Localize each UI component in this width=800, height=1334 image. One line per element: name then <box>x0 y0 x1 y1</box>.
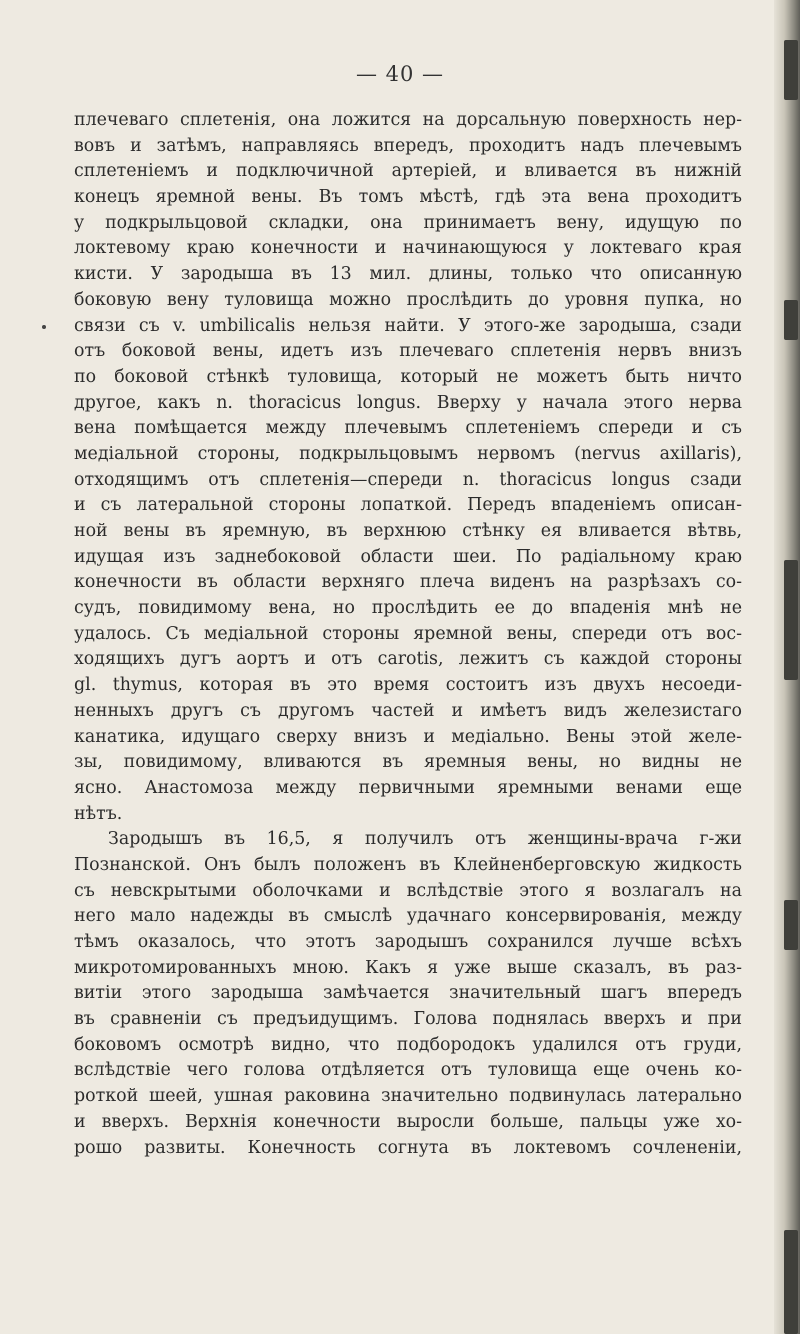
text-line: сплетеніемъ и подключичной артеріей, и вливается въ нижній <box>74 161 742 182</box>
edge-stain <box>784 560 798 680</box>
edge-stain <box>784 900 798 950</box>
body-text <box>74 108 742 1161</box>
text-line: рошо развиты. Конечность согнута въ локтевомъ сочлененіи, <box>74 1137 742 1158</box>
text-line: отходящимъ отъ сплетенія—спереди n. thoracicus longus сзади <box>74 469 742 490</box>
text-line: вена помѣщается между плечевымъ сплетеніемъ спереди и съ <box>74 418 742 439</box>
text-line: и вверхъ. Верхнія конечности выросли больше, пальцы уже хо- <box>74 1111 742 1132</box>
text-line: у подкрыльцовой складки, она принимаетъ вену, идущую по <box>74 212 742 233</box>
text-line: канатика, идущаго сверху внизъ и медіально. Вены этой желе- <box>74 726 742 747</box>
text-line: микротомированныхъ мною. Какъ я уже выше сказалъ, въ раз- <box>74 957 742 978</box>
text-line: по боковой стѣнкѣ туловища, который не можетъ быть ничто <box>74 366 742 387</box>
paragraph-end-line: нѣтъ. <box>74 803 123 824</box>
paragraph-start-line: Зародышъ въ 16,5, я получилъ отъ женщины-врача г-жи <box>108 829 742 850</box>
text-line: вслѣдствіе чего голова отдѣляется отъ туловища еще очень ко- <box>74 1060 742 1081</box>
text-line: ной вены въ яремную, въ верхнюю стѣнку ея вливается вѣтвь, <box>74 521 742 541</box>
text-line: съ невскрытыми оболочками и вслѣдствіе этого я возлагалъ на <box>74 880 742 901</box>
text-line: витіи этого зародыша замѣчается значительный шагъ впередъ <box>74 983 742 1004</box>
text-line: gl. thymus, которая въ это время состоитъ изъ двухъ несоеди- <box>74 675 742 696</box>
text-line: судъ, повидимому вена, но прослѣдить ее до впаденія мнѣ не <box>74 598 742 619</box>
text-line: тѣмъ оказалось, что этотъ зародышъ сохранился лучше всѣхъ <box>74 932 742 952</box>
text-line: плечеваго сплетенія, она ложится на дорсальную поверхность нер- <box>74 110 742 130</box>
text-line: ходящихъ дугъ аортъ и отъ carotis, лежитъ съ каждой стороны <box>74 649 742 670</box>
text-line: и съ латеральной стороны лопаткой. Передъ впаденіемъ описан- <box>74 495 742 516</box>
text-line: ненныхъ другъ съ другомъ частей и имѣетъ видъ железистаго <box>74 700 742 721</box>
text-line: него мало надежды въ смыслѣ удачнаго консервированія, между <box>74 906 742 927</box>
text-line: медіальной стороны, подкрыльцовымъ нервомъ (nervus axillaris), <box>74 443 742 464</box>
text-line: конецъ яремной вены. Въ томъ мѣстѣ, гдѣ эта вена проходитъ <box>74 187 742 208</box>
text-line: боковую вену туловища можно прослѣдить до уровня пупка, но <box>74 289 742 310</box>
text-line: кисти. У зародыша въ 13 мил. длины, только что описанную <box>74 264 742 285</box>
text-line: роткой шеей, ушная раковина значительно подвинулась латерально <box>74 1086 742 1107</box>
text-line: конечности въ области верхняго плеча виденъ на разрѣзахъ со- <box>74 572 742 593</box>
text-line: идущая изъ заднебоковой области шеи. По радіальному краю <box>74 546 742 567</box>
text-line: отъ боковой вены, идетъ изъ плечеваго сплетенія нервъ внизъ <box>74 341 742 362</box>
page-edge-shadow <box>774 0 800 1334</box>
page-number: — 40 — <box>355 62 445 86</box>
text-line: другое, какъ n. thoracicus longus. Вверху у начала этого нерва <box>74 392 742 413</box>
text-line: зы, повидимому, вливаются въ яремныя вены, но видны не <box>74 752 742 773</box>
text-line: боковомъ осмотрѣ видно, что подбородокъ удалился отъ груди, <box>74 1034 742 1055</box>
edge-stain <box>784 1230 798 1334</box>
text-line: связи съ v. umbilicalis нельзя найти. У этого-же зародыша, сзади <box>74 315 742 336</box>
edge-stain <box>784 40 798 100</box>
text-line: ясно. Анастомоза между первичными яремными венами еще <box>74 777 742 798</box>
text-line: удалось. Съ медіальной стороны яремной вены, спереди отъ вос- <box>74 623 742 644</box>
edge-stain <box>784 300 798 340</box>
text-line: Познанской. Онъ былъ положенъ въ Клейненберговскую жидкость <box>74 854 742 875</box>
text-line: въ сравненіи съ предъидущимъ. Голова поднялась вверхъ и при <box>74 1009 742 1030</box>
text-line: вовъ и затѣмъ, направляясь впередъ, проходитъ надъ плечевымъ <box>74 135 742 156</box>
text-line: локтевому краю конечности и начинающуюся у локтеваго края <box>74 238 742 259</box>
margin-dot <box>42 325 46 329</box>
